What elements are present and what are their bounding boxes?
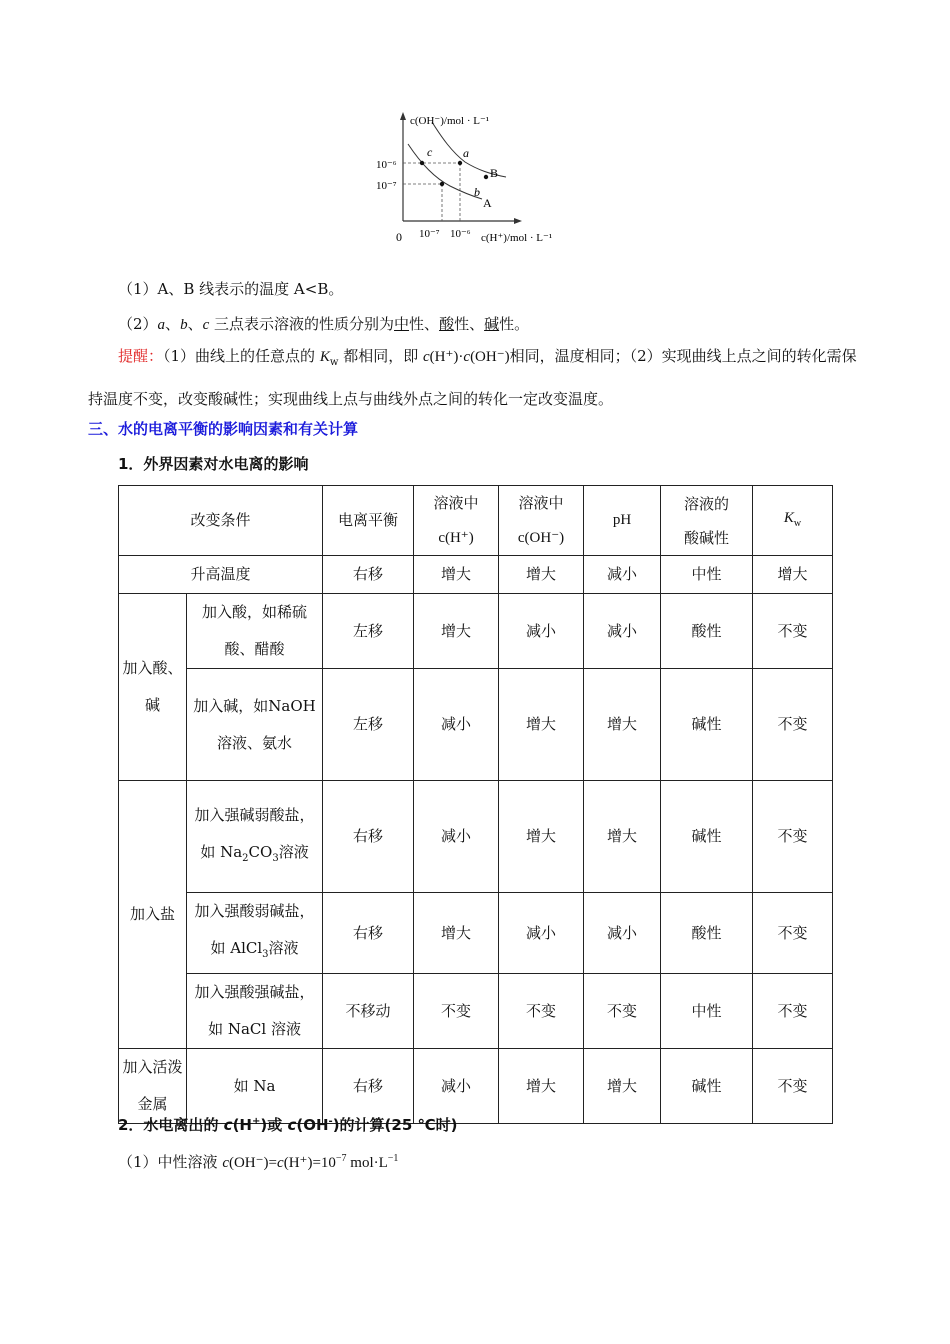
th-equilibrium: 电离平衡 xyxy=(323,486,414,556)
th-kw-w: w xyxy=(793,518,802,529)
y-tick-1: 10⁻⁶ xyxy=(376,159,397,171)
cell-salt1-label xyxy=(187,781,323,893)
sub2-title xyxy=(118,1114,458,1135)
neutral-t1: （1）中性溶液 xyxy=(118,1153,223,1171)
point-c-dot xyxy=(420,161,424,165)
curve-a-line xyxy=(408,144,482,199)
cell-heat-label: 升高温度 xyxy=(119,556,323,594)
cell-acid-acidity: 酸性 xyxy=(661,594,753,669)
cell-salt2-coh: 减小 xyxy=(499,893,584,974)
cell-acid-eq: 左移 xyxy=(323,594,414,669)
salt2-l2: 盐，如 AlCl xyxy=(210,902,315,957)
cell-metal-ch: 减小 xyxy=(414,1049,499,1124)
salt2-sub: 3 xyxy=(262,949,269,960)
table-row-base xyxy=(119,669,833,781)
th-acidity xyxy=(661,486,753,556)
tip-oh-part: (OH⁻) xyxy=(470,349,510,365)
sub2-t2: (H xyxy=(232,1116,252,1134)
salt1-l1: 加入强碱弱酸 xyxy=(194,805,285,824)
th-acidity-1: 溶液的 xyxy=(684,494,730,513)
th-ch-1: 溶液中 xyxy=(433,494,479,512)
cell-salt1-ph: 增大 xyxy=(584,781,661,893)
para-points-w2: 酸 xyxy=(439,315,455,333)
sub2-t5: )的计算(25 ℃时) xyxy=(332,1116,458,1134)
tip-c2: c xyxy=(463,349,471,365)
cell-base-eq: 左移 xyxy=(323,669,414,781)
cell-salt1-ch: 减小 xyxy=(414,781,499,893)
section3-title: 三、水的电离平衡的影响因素和有关计算 xyxy=(88,420,359,438)
neutral-t2: (OH⁻)= xyxy=(228,1155,278,1171)
th-condition: 改变条件 xyxy=(119,486,323,556)
tip-text1: （1）曲线上的任意点的 xyxy=(163,347,320,365)
cell-acid-coh: 减小 xyxy=(499,594,584,669)
tip-kw-w: w xyxy=(329,357,339,368)
curve-A-label: A xyxy=(483,196,492,210)
cell-salt1-kw: 不变 xyxy=(753,781,833,893)
cell-acid-ph: 减小 xyxy=(584,594,661,669)
cell-base-label: 加入碱，如NaOH 溶液、氨水 xyxy=(187,669,323,781)
para-neutral xyxy=(118,1146,398,1176)
cell-salt2-kw: 不变 xyxy=(753,893,833,974)
kw-curve-svg xyxy=(370,110,590,250)
salt1-l3: CO xyxy=(248,842,273,861)
y-axis-label: c(OH⁻)/mol · L⁻¹ xyxy=(410,115,490,127)
cell-salt1-coh: 增大 xyxy=(499,781,584,893)
cell-salt3-ch: 不变 xyxy=(414,974,499,1049)
para-points-a: a xyxy=(157,317,166,333)
table-row-acid xyxy=(119,594,833,669)
origin-label: 0 xyxy=(396,230,402,244)
cell-salt2-ph: 减小 xyxy=(584,893,661,974)
tip-c1: c xyxy=(422,349,430,365)
sub2-sup1: + xyxy=(252,1116,261,1127)
point-c-label: c xyxy=(427,145,433,159)
cell-salt1-acidity: 碱性 xyxy=(661,781,753,893)
y-tick-2: 10⁻⁷ xyxy=(376,180,397,192)
point-a-label: a xyxy=(463,146,469,160)
cell-metal-acidity: 碱性 xyxy=(661,1049,753,1124)
point-b-right-dot xyxy=(484,175,488,179)
table-row-salt1 xyxy=(119,781,833,893)
water-ionization-table xyxy=(118,485,833,1124)
cell-salt1-eq: 右移 xyxy=(323,781,414,893)
tip-kw-k: K xyxy=(319,349,330,365)
cell-acid-ch: 增大 xyxy=(414,594,499,669)
para-points-t2: 性、 xyxy=(454,315,485,333)
para-temperature: （1）A、B 线表示的温度 A<B。 xyxy=(118,280,344,298)
table-header-row xyxy=(119,486,833,556)
table-row-salt2 xyxy=(119,893,833,974)
th-ch-2: c(H⁺) xyxy=(438,530,474,546)
cell-base-acidity: 碱性 xyxy=(661,669,753,781)
para-points-sep2: 、 xyxy=(187,315,203,333)
cell-metal-eq: 右移 xyxy=(323,1049,414,1124)
tip-text3: 相同，温度相同；（2）实现曲线上点之间的转化需保持温度不变，改变酸碱性；实现曲线上点与曲线外点之间的转化一定改变温度。 xyxy=(88,347,857,408)
th-coh-2: c(OH⁻) xyxy=(517,530,565,546)
cell-salt3-coh: 不变 xyxy=(499,974,584,1049)
cell-metal-label: 如 Na xyxy=(187,1049,323,1124)
cell-acid-label: 加入酸，如稀硫酸、醋酸 xyxy=(187,594,323,669)
cell-metal-ph: 增大 xyxy=(584,1049,661,1124)
para-points xyxy=(118,311,529,338)
neutral-t4: mol·L xyxy=(346,1155,388,1171)
cell-heat-ch: 增大 xyxy=(414,556,499,594)
salt1-sub1: 2 xyxy=(242,852,249,864)
salt1-l4: 溶液 xyxy=(278,842,309,861)
para-points-c: c xyxy=(202,317,210,333)
cell-salt3-kw: 不变 xyxy=(753,974,833,1049)
table-row-heat xyxy=(119,556,833,594)
cell-salt3-label: 加入强酸强碱盐，如 NaCl 溶液 xyxy=(187,974,323,1049)
para-points-prefix: （2） xyxy=(118,315,158,333)
point-mid-dot xyxy=(440,182,444,186)
x-tick-1: 10⁻⁷ xyxy=(419,228,440,240)
th-ch xyxy=(414,486,499,556)
para-points-mid: 三点表示溶液的性质分别为 xyxy=(209,315,395,333)
sub1-title: 1．外界因素对水电离的影响 xyxy=(118,455,309,473)
tip-paragraph xyxy=(88,338,868,417)
table-row-metal xyxy=(119,1049,833,1124)
x-axis-label: c(H⁺)/mol · L⁻¹ xyxy=(481,232,553,244)
sub2-t1: 2．水电离出的 xyxy=(118,1116,224,1134)
th-kw-k: K xyxy=(783,510,794,526)
neutral-sup2: −1 xyxy=(387,1153,399,1164)
cell-heat-eq: 右移 xyxy=(323,556,414,594)
cell-salt3-ph: 不变 xyxy=(584,974,661,1049)
cell-salt2-acidity: 酸性 xyxy=(661,893,753,974)
neutral-sup: −7 xyxy=(335,1153,347,1164)
tip-text2: 都相同，即 xyxy=(338,347,423,365)
cell-salt3-eq: 不移动 xyxy=(323,974,414,1049)
neutral-c1: c xyxy=(222,1155,229,1171)
sub2-sup2: - xyxy=(328,1116,333,1127)
table-row-salt3 xyxy=(119,974,833,1049)
cell-heat-coh: 增大 xyxy=(499,556,584,594)
th-acidity-2: 酸碱性 xyxy=(684,528,730,547)
cell-acid-kw: 不变 xyxy=(753,594,833,669)
para-points-t1: 性、 xyxy=(409,315,440,333)
cell-metal-kw: 不变 xyxy=(753,1049,833,1124)
cell-base-ph: 增大 xyxy=(584,669,661,781)
sub2-t4: (OH xyxy=(296,1116,329,1134)
th-coh-1: 溶液中 xyxy=(518,494,564,512)
salt2-l3: 溶液 xyxy=(268,939,299,957)
cell-salt2-eq: 右移 xyxy=(323,893,414,974)
x-tick-2: 10⁻⁶ xyxy=(450,228,471,240)
neutral-c2: c xyxy=(277,1155,284,1171)
point-a-dot xyxy=(458,161,462,165)
para-points-sep1: 、 xyxy=(165,315,181,333)
cell-heat-acidity: 中性 xyxy=(661,556,753,594)
sub2-c2: c xyxy=(287,1116,297,1134)
th-ph: pH xyxy=(584,486,661,556)
sub2-t3: )或 xyxy=(260,1116,288,1134)
point-b-label: b xyxy=(474,185,480,199)
x-axis-arrow xyxy=(514,218,522,224)
para-points-w1: 中 xyxy=(394,315,410,333)
cell-salt2-ch: 增大 xyxy=(414,893,499,974)
cell-salt2-label xyxy=(187,893,323,974)
cell-group-salt: 加入盐 xyxy=(119,781,187,1049)
cell-base-ch: 减小 xyxy=(414,669,499,781)
para-points-w3: 碱 xyxy=(484,315,500,333)
cell-heat-ph: 减小 xyxy=(584,556,661,594)
salt1-l2: 盐，如 Na xyxy=(200,805,315,861)
curve-B-label: B xyxy=(490,166,499,180)
cell-group-metal: 加入活泼金属 xyxy=(119,1049,187,1124)
kw-curve-figure xyxy=(370,110,590,250)
para-points-b: b xyxy=(180,317,188,333)
y-axis-arrow xyxy=(400,112,406,120)
cell-heat-kw: 增大 xyxy=(753,556,833,594)
th-coh xyxy=(499,486,584,556)
salt2-l1: 加入强酸弱碱 xyxy=(194,902,285,920)
para-points-t3: 性。 xyxy=(499,315,530,333)
th-kw xyxy=(753,486,833,556)
cell-group-acid-base: 加入酸、碱 xyxy=(119,594,187,781)
cell-base-kw: 不变 xyxy=(753,669,833,781)
tip-label: 提醒： xyxy=(118,347,164,365)
salt1-sub2: 3 xyxy=(272,852,279,864)
tip-h-part: (H⁺)· xyxy=(429,349,464,365)
sub2-c1: c xyxy=(223,1116,233,1134)
neutral-t3: (H⁺)=10 xyxy=(283,1155,336,1171)
cell-base-coh: 增大 xyxy=(499,669,584,781)
cell-salt3-acidity: 中性 xyxy=(661,974,753,1049)
cell-metal-coh: 增大 xyxy=(499,1049,584,1124)
